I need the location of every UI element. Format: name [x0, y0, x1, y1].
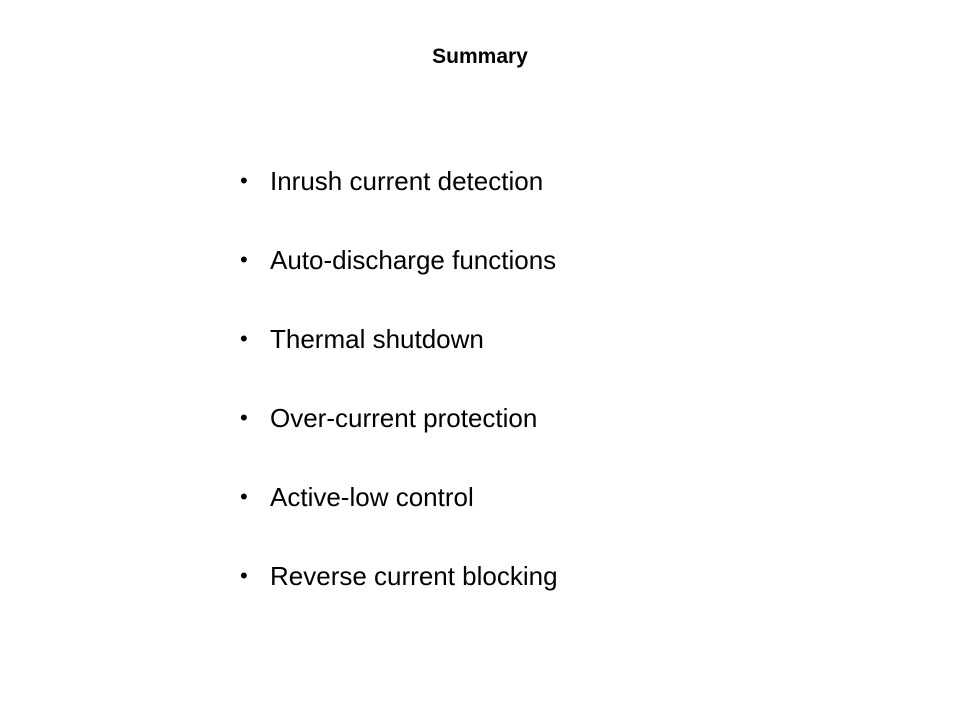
bullet-icon: •	[240, 563, 248, 588]
bullet-text: Thermal shutdown	[270, 324, 484, 354]
bullet-item-active-low-control	[240, 478, 558, 516]
slide-title: Summary	[432, 45, 528, 68]
bullet-icon: •	[240, 484, 248, 509]
bullet-item-thermal-shutdown	[240, 320, 558, 358]
bullet-text: Active-low control	[270, 482, 474, 512]
bullet-text: Auto-discharge functions	[270, 245, 557, 275]
bullet-text: Reverse current blocking	[270, 561, 558, 591]
bullet-text: Over-current protection	[270, 403, 538, 433]
bullet-item-auto-discharge-functions	[240, 241, 558, 279]
bullet-text: Inrush current detection	[270, 166, 544, 196]
bullet-icon: •	[240, 405, 248, 430]
bullet-icon: •	[240, 168, 248, 193]
bullet-icon: •	[240, 326, 248, 351]
bullet-icon: •	[240, 247, 248, 272]
bullet-item-over-current-protection	[240, 399, 558, 437]
summary-bullet-list	[240, 162, 558, 636]
bullet-item-inrush-current-detection	[240, 162, 558, 200]
bullet-item-reverse-current-blocking	[240, 557, 558, 595]
